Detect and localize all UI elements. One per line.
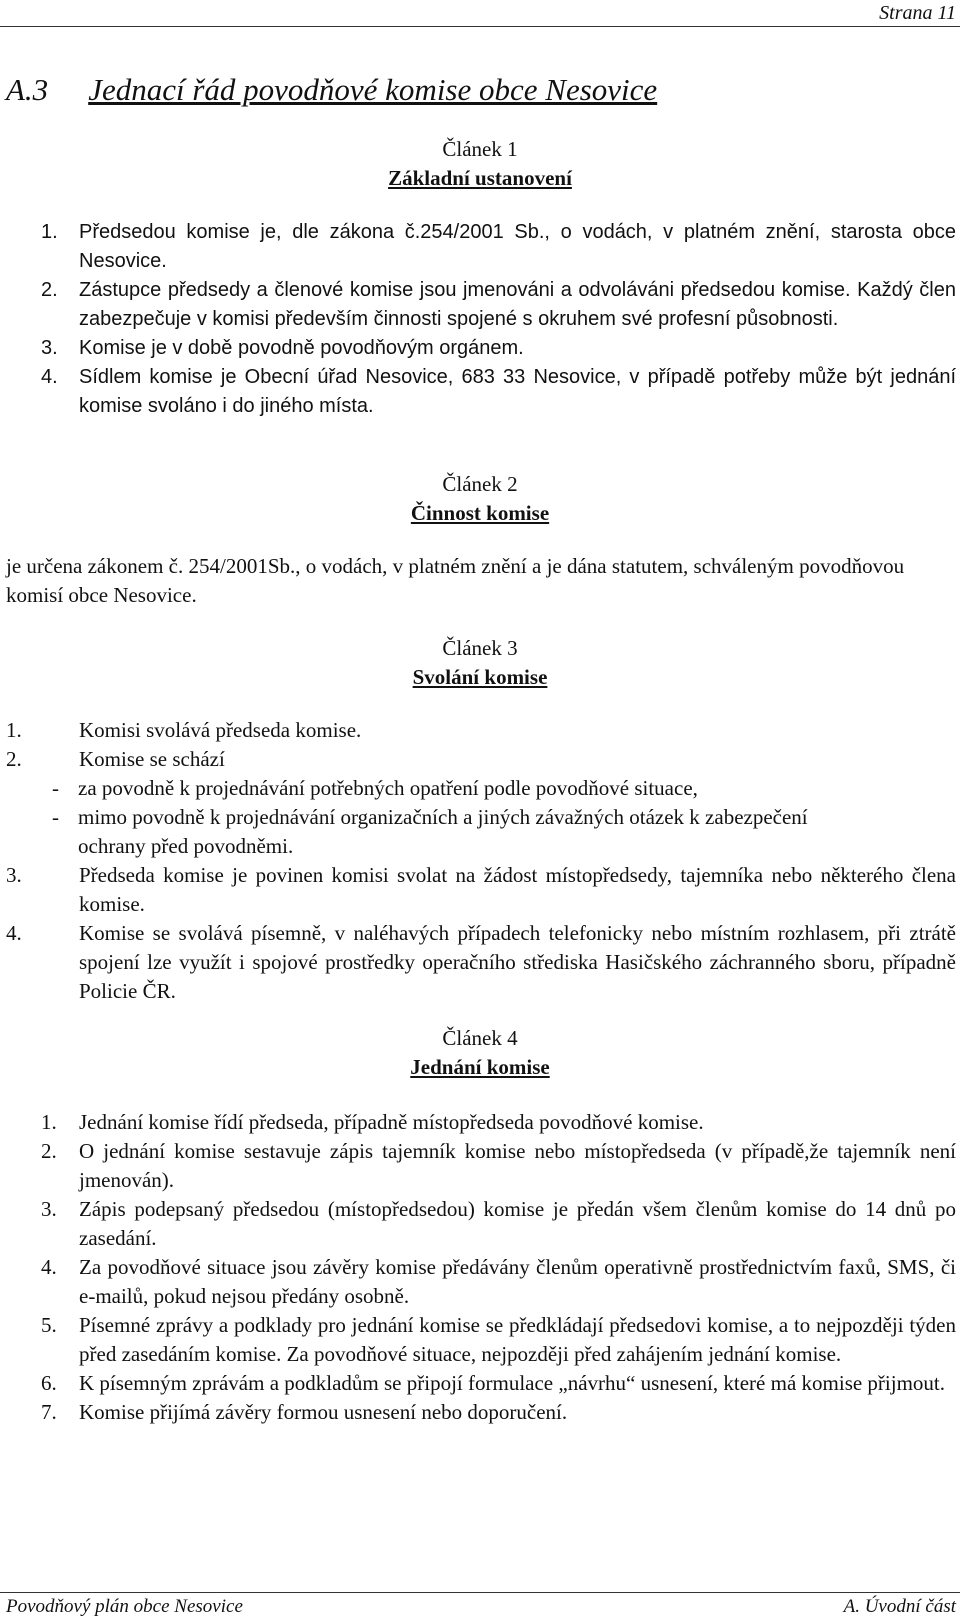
page-number: Strana 11 [879,2,956,24]
item-text: Zástupce předsedy a členové komise jsou jmenováni a odvoláváni předsedou komise. Každý člen zabezpečuje v komisi především činnosti spojené s okruhem své profesní působnosti. [79,279,956,330]
footer-rule [0,1592,960,1593]
list-item [6,1137,956,1195]
page-footer [0,1592,960,1622]
list-item [6,334,956,363]
list-item [6,363,956,421]
list-item [6,919,956,1006]
item-text: Písemné zprávy a podklady pro jednání komise se předkládají předsedovi komise, a to nejpozději týden před zasedáním komise. Za povodňové situace, nejpozději před zahájením jednání komise. [79,1313,956,1366]
item-text: Komisi svolává předseda komise. [79,718,362,742]
article-2-header [0,470,960,528]
article-heading: Svolání komise [412,665,548,689]
list-item [6,1253,956,1311]
article-heading: Základní ustanovení [388,166,572,190]
sub-item-text: za povodně k projednávání potřebných opatření podle povodňové situace, [78,776,698,800]
list-item [6,861,956,919]
article-label: Článek 2 [442,472,518,496]
item-number: 4. [41,1255,57,1279]
list-item [6,745,956,861]
article-2-paragraph: je určena zákonem č. 254/2001Sb., o vodách, v platném znění a je dána statutem, schváleným povodňovou komisí obce Nesovice. [6,554,905,607]
item-text: Komise přijímá závěry formou usnesení nebo doporučení. [79,1400,568,1424]
footer-part-title: A. Úvodní část [843,1596,956,1617]
article-4-header [0,1024,960,1082]
item-number: 3. [6,863,22,887]
item-number: 2. [6,747,22,771]
article-4-list [6,1108,956,1427]
dash-marker: - [52,805,59,829]
dash-marker: - [52,776,59,800]
item-number: 3. [41,337,58,359]
list-item [6,218,956,276]
article-3-header [0,634,960,692]
item-number: 3. [41,1197,57,1221]
article-1-header [0,135,960,193]
item-number: 4. [41,366,58,388]
item-number: 5. [41,1313,57,1337]
article-heading: Činnost komise [410,501,550,525]
list-item [6,1195,956,1253]
item-text: Komise se svolává písemně, v naléhavých případech telefonicky nebo místním rozhlasem, při ztrátě spojení lze využít i spojové prostředky operačního střediska Hasičského záchranného sboru, případně Policie ČR. [79,921,956,1003]
item-number: 2. [41,1139,57,1163]
item-number: 1. [41,221,58,243]
list-item [6,1311,956,1369]
item-text: Sídlem komise je Obecní úřad Nesovice, 683 33 Nesovice, v případě potřeby může být jednání komise svoláno i do jiného místa. [79,366,956,417]
article-label: Článek 3 [442,636,518,660]
sub-list-item [6,803,956,861]
list-item [6,276,956,334]
item-text: Za povodňové situace jsou závěry komise předávány členům operativně prostřednictvím faxů, SMS, či e-mailů, pokud nejsou předány osobně. [79,1255,956,1308]
item-text: O jednání komise sestavuje zápis tajemník komise nebo místopředseda (v případě,že tajemník není jmenován). [79,1139,956,1192]
item-text: Komise je v době povodně povodňovým orgánem. [79,337,524,359]
item-number: 1. [6,718,22,742]
page-header [0,0,960,26]
item-number: 1. [41,1110,57,1134]
item-text: K písemným zprávám a podkladům se připojí formulace „návrhu“ usnesení, které má komise přijmout. [79,1371,946,1395]
item-number: 2. [41,279,58,301]
sub-list-item [6,774,956,803]
section-code: A.3 [6,72,49,107]
list-item [6,716,956,745]
list-item [6,1108,956,1137]
article-label: Článek 4 [442,1026,518,1050]
article-3-list [6,716,956,1006]
sub-item-text: mimo povodně k projednávání organizačních a jiných závažných otázek k zabezpečení ochrany před povodněmi. [78,805,808,858]
header-rule [0,26,960,27]
article-heading: Jednání komise [410,1055,550,1079]
article-1-list [6,218,956,421]
item-text: Předseda komise je povinen komisi svolat na žádost místopředsedy, tajemníka nebo některého člena komise. [79,863,956,916]
item-text: Jednání komise řídí předseda, případně místopředseda povodňové komise. [79,1110,704,1134]
item-number: 6. [41,1371,57,1395]
list-item [6,1369,956,1398]
item-text: Zápis podepsaný předsedou (místopředsedou) komise je předán všem členům komise do 14 dnů po zasedání. [79,1197,956,1250]
item-number: 7. [41,1400,57,1424]
list-item [6,1398,956,1427]
footer-document-title: Povodňový plán obce Nesovice [6,1596,243,1617]
item-number: 4. [6,921,22,945]
item-text: Komise se schází [79,747,225,771]
sub-list [6,774,956,861]
section-title-text: Jednací řád povodňové komise obce Nesovice [88,72,658,107]
section-title [6,72,657,108]
item-text: Předsedou komise je, dle zákona č.254/2001 Sb., o vodách, v platném znění, starosta obce Nesovice. [79,221,956,272]
article-label: Článek 1 [442,137,518,161]
